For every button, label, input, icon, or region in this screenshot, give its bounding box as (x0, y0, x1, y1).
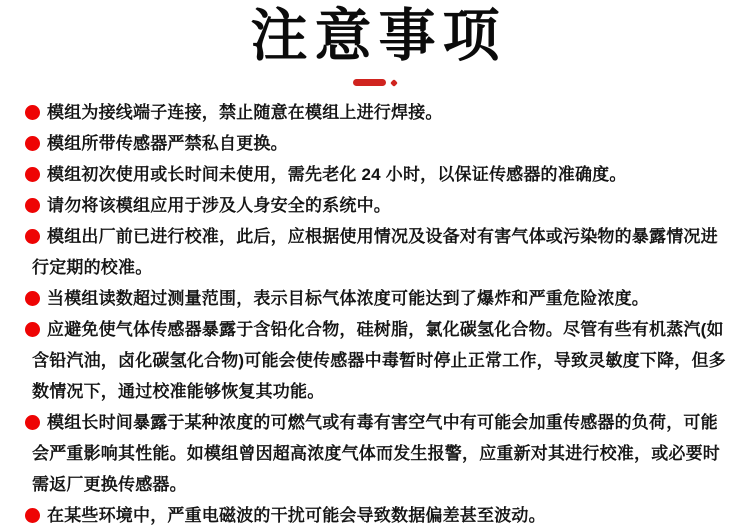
bullet-icon (25, 508, 40, 523)
notice-text: 在某些环境中，严重电磁波的干扰可能会导致数据偏差甚至波动。 (47, 506, 546, 525)
notice-text: 模组所带传感器严禁私自更换。 (47, 134, 288, 153)
list-item (32, 97, 732, 128)
list-item (32, 159, 732, 190)
underline-dot-icon (390, 79, 398, 87)
notice-text: 模组出厂前已进行校准，此后，应根据使用情况及设备对有害气体或污染物的暴露情况进行定期的校准。 (32, 227, 718, 277)
list-item (32, 314, 732, 407)
list-item (32, 500, 732, 531)
bullet-icon (25, 136, 40, 151)
notice-text: 模组为接线端子连接，禁止随意在模组上进行焊接。 (47, 103, 443, 122)
list-item (32, 407, 732, 500)
notice-text: 应避免使气体传感器暴露于含铅化合物，硅树脂，氯化碳氢化合物。尽管有些有机蒸汽(如含铅汽油，卤化碳氢化合物)可能会使传感器中毒暂时停止正常工作，导致灵敏度下降，但多数情况下，通过校准能够恢复其功能。 (32, 320, 726, 401)
notice-text: 请勿将该模组应用于涉及人身安全的系统中。 (47, 196, 391, 215)
bullet-icon (25, 167, 40, 182)
bullet-icon (25, 198, 40, 213)
notice-text: 当模组读数超过测量范围，表示目标气体浓度可能达到了爆炸和严重危险浓度。 (47, 289, 649, 308)
list-item (32, 190, 732, 221)
bullet-icon (25, 291, 40, 306)
bullet-icon (25, 322, 40, 337)
page-title: 注意事项 (250, 4, 507, 68)
list-item (32, 221, 732, 283)
list-item (32, 283, 732, 314)
notice-text: 模组初次使用或长时间未使用，需先老化 24 小时，以保证传感器的准确度。 (47, 165, 627, 184)
bullet-icon (25, 105, 40, 120)
header (0, 0, 750, 86)
list-item (32, 128, 732, 159)
notice-list (0, 97, 750, 531)
bullet-icon (25, 415, 40, 430)
bullet-icon (25, 229, 40, 244)
title-underline (0, 79, 750, 86)
notice-text: 模组长时间暴露于某种浓度的可燃气或有毒有害空气中有可能会加重传感器的负荷，可能会严重影响其性能。如模组曾因超高浓度气体而发生报警，应重新对其进行校准，或必要时需返厂更换传感器。 (32, 413, 720, 494)
underline-dash-icon (353, 79, 386, 86)
